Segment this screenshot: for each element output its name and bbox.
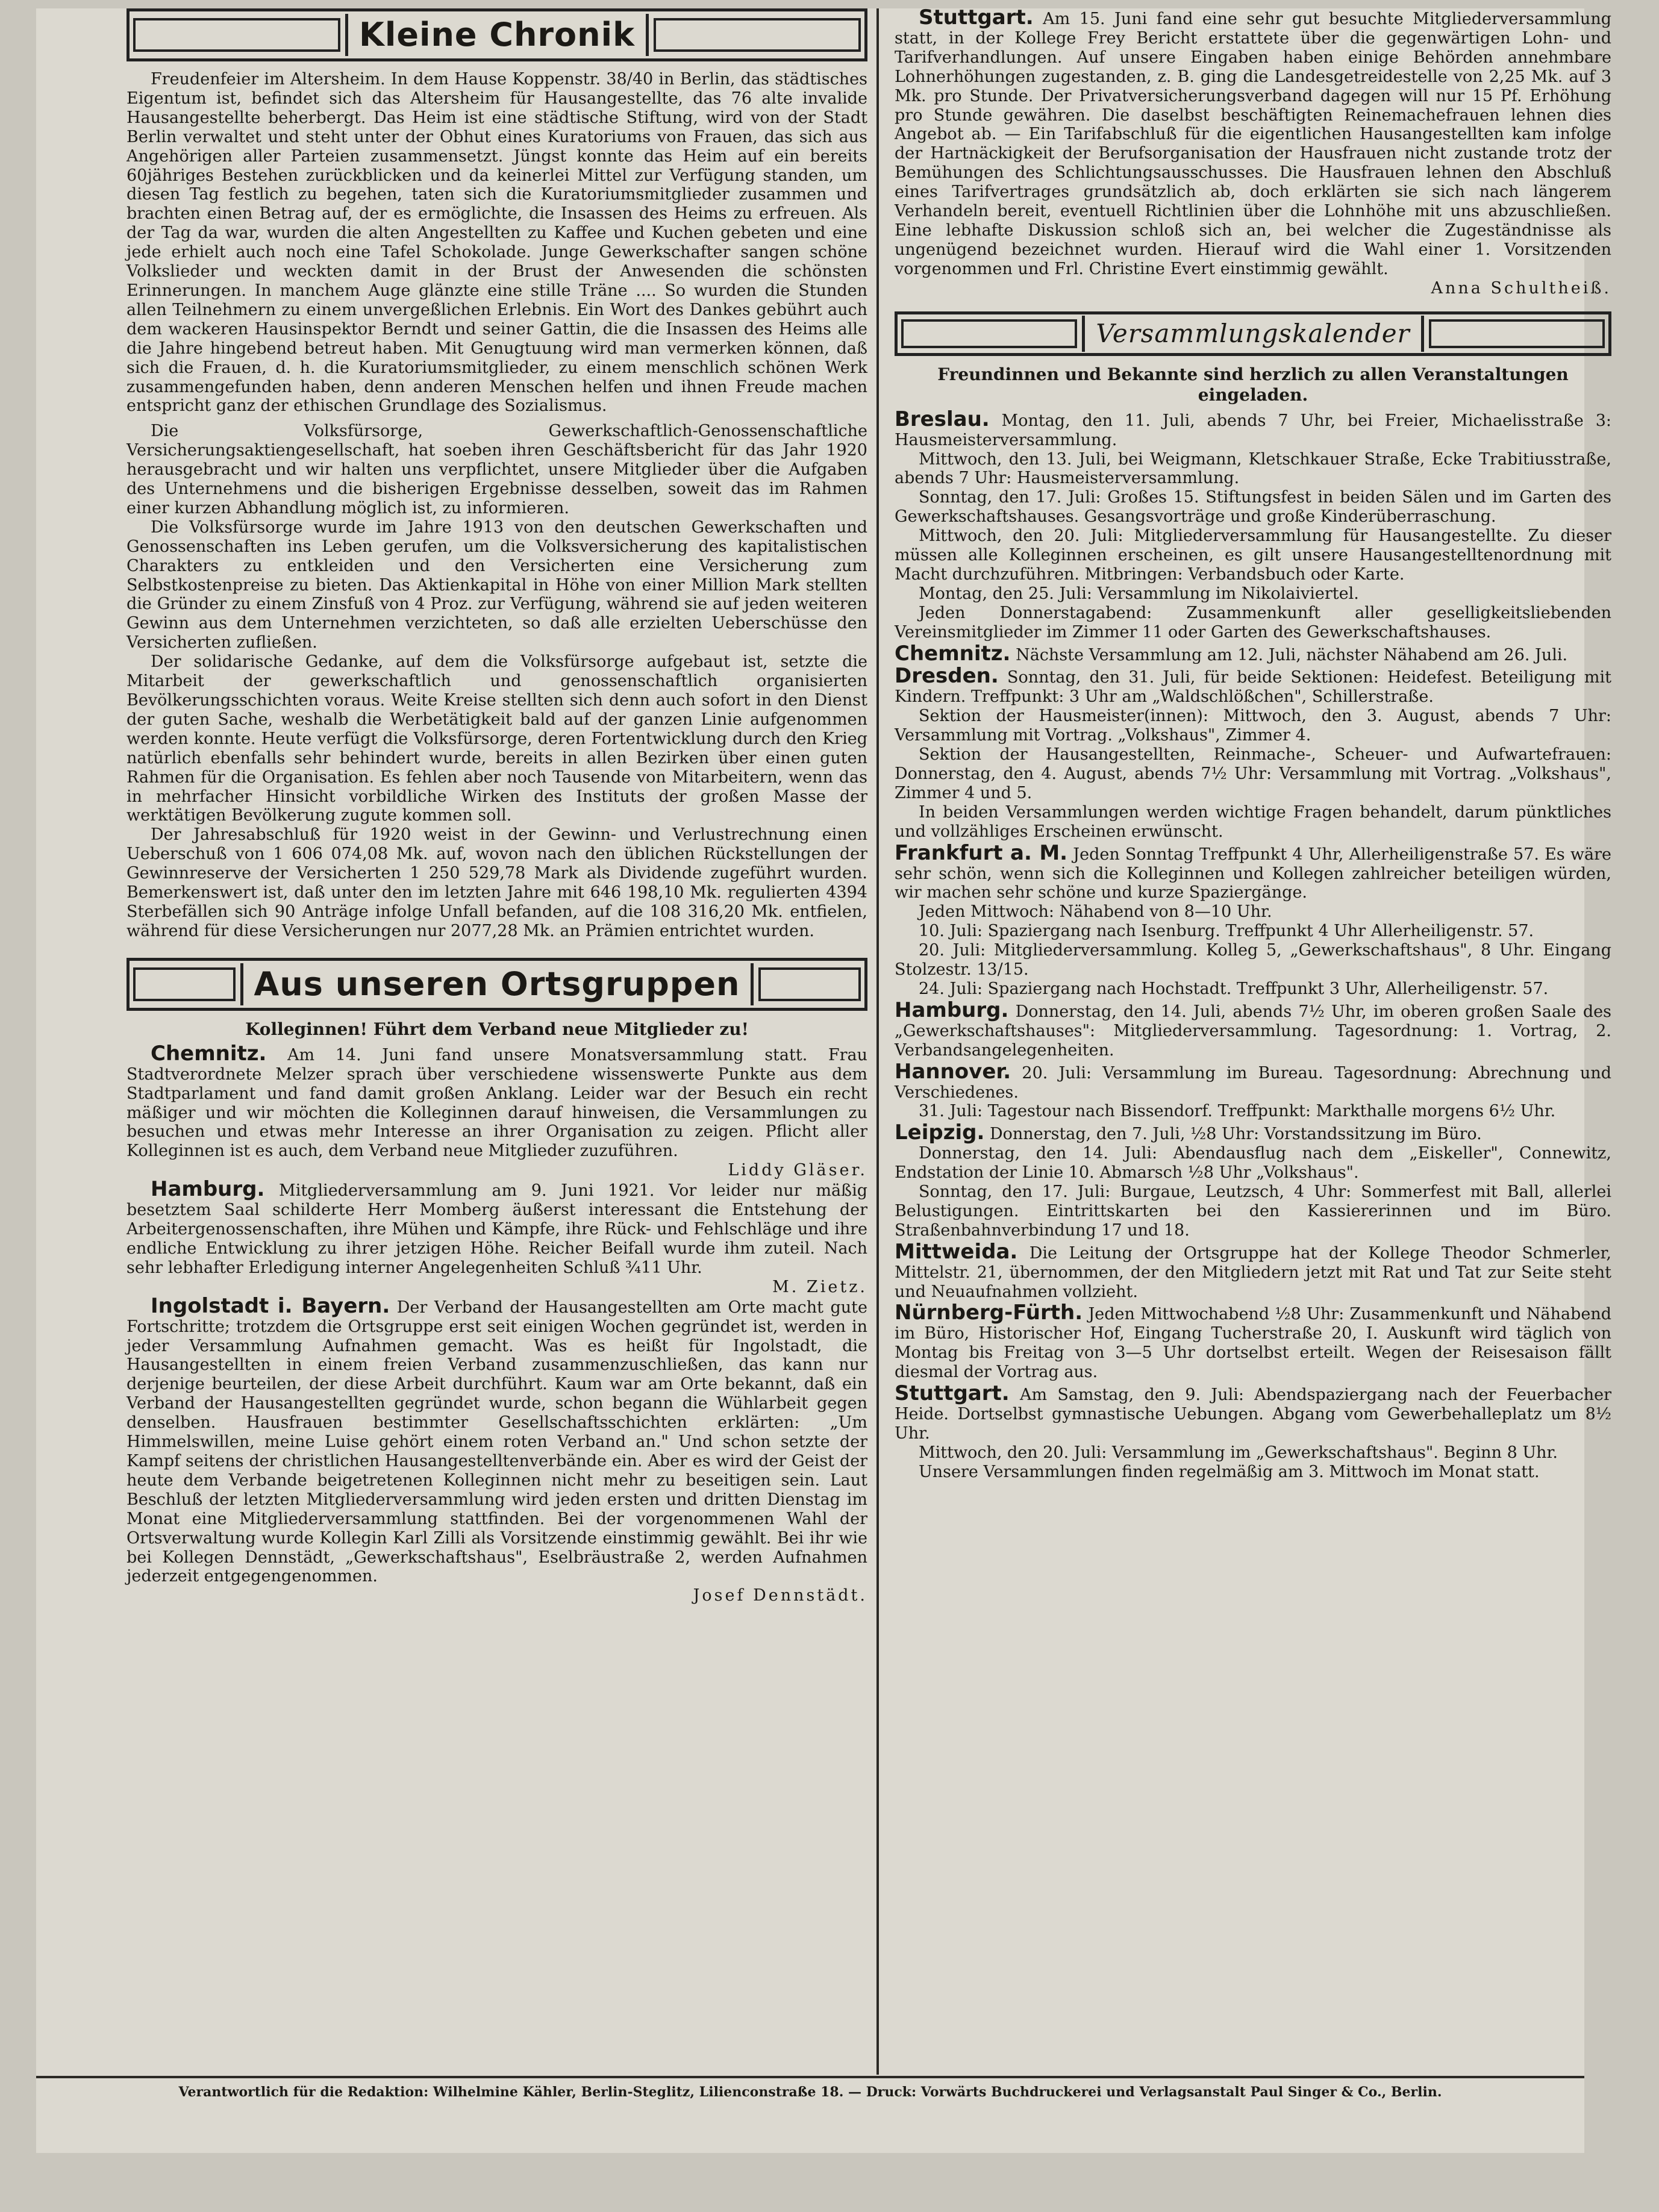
- kalender-text: Donnerstag, den 7. Juli, ½8 Uhr: Vorstandssitzung im Büro.: [990, 1125, 1482, 1144]
- report-text: Am 14. Juni fand unsere Monatsversammlung statt. Frau Stadtverordnete Melzer sprach über verschiedene wissenswerte Punkte aus dem Stadtparlament und fand damit großen Anklang. Leider war der Besuch ein recht mäßiger und wir möchten die Kolleginnen darauf hinweisen, die Versammlungen zu besuchen und etwas mehr Interesse an ihrer Organisation zu zeigen. Pflicht aller Kolleginnen ist es auch, dem Verband neue Mitglieder zuzuführen.: [127, 1045, 867, 1161]
- kalender-line: [895, 941, 1611, 979]
- city-name: Hamburg.: [895, 998, 1009, 1022]
- city-name: Ingolstadt i. Bayern.: [151, 1293, 390, 1318]
- kalender-line: [895, 1301, 1611, 1382]
- kalender-entry: [895, 998, 1611, 1060]
- kalender-text: Sonntag, den 31. Juli, für beide Sektionen: Heidefest. Beteiligung mit Kindern. Treffpunkt: 3 Uhr am „Waldschlößchen", Schillerstraße.: [895, 668, 1611, 707]
- kalender-text: Sektion der Hausangestellten, Reinmache-, Scheuer- und Aufwartefrauen: Donnerstag, den 4. August, abends 7½ Uhr: Versammlung mit Vortrag. „Volkshaus", Zimmer 4 und 5.: [895, 745, 1611, 802]
- kalender-text: Mittwoch, den 20. Juli: Versammlung im „Gewerkschaftshaus". Beginn 8 Uhr.: [919, 1443, 1558, 1462]
- kalender-text: Sonntag, den 17. Juli: Burgaue, Leutzsch, 4 Uhr: Sommerfest mit Ball, allerlei Belustigungen. Eintrittskarten bei den Kassiererinnen und im Büro. Straßenbahnverbindung 17 und 18.: [895, 1183, 1611, 1240]
- kalender-line: [895, 1443, 1611, 1463]
- ortsgruppen-title: Aus unseren Ortsgruppen: [240, 963, 754, 1005]
- header-ornament: [133, 967, 236, 1001]
- left-column: [127, 8, 867, 1605]
- kalender-line: [895, 902, 1611, 922]
- kalender-title: Versammlungskalender: [1082, 316, 1423, 352]
- kalender-text: Jeden Mittwochabend ½8 Uhr: Zusammenkunft und Nähabend im Büro, Historischer Hof, Eingang Tucherstraße 20, I. Auskunft wird täglich von Montag bis Freitag von 3—5 Uhr dortselbst erteilt. Wegen der Reisesaison fällt diesmal der Vortrag aus.: [895, 1305, 1611, 1382]
- kalender-call: Freundinnen und Bekannte sind herzlich zu allen Veranstaltungen eingeladen.: [937, 364, 1569, 405]
- header-ornament: [1429, 319, 1605, 348]
- kalender-line: [895, 664, 1611, 707]
- kalender-line: [895, 803, 1611, 842]
- kalender-text: 31. Juli: Tagestour nach Bissendorf. Treffpunkt: Markthalle morgens 6½ Uhr.: [919, 1102, 1556, 1121]
- kalender-text: Donnerstag, den 14. Juli, abends 7½ Uhr, im oberen großen Saale des „Gewerkschaftshauses": Mitgliederversammlung. Tagesordnung: 1. Vortrag, 2. Verbandsangelegenheiten.: [895, 1002, 1611, 1060]
- header-ornament: [654, 18, 861, 52]
- header-ornament: [758, 967, 861, 1001]
- signature: Anna Schultheiß.: [1431, 278, 1611, 298]
- kalender-text: Unsere Versammlungen finden regelmäßig am 3. Mittwoch im Monat statt.: [919, 1462, 1540, 1481]
- report-stuttgart: [895, 5, 1611, 279]
- city-name: Mittweida.: [895, 1239, 1018, 1264]
- city-name: Leipzig.: [895, 1120, 985, 1145]
- kalender-text: Jeden Sonntag Treffpunkt 4 Uhr, Allerheiligenstraße 57. Es wäre sehr schön, wenn sich die Kolleginnen und Kollegen zahlreicher beteiligen würden, wir machen sehr schöne und kurze Spaziergänge.: [895, 845, 1611, 902]
- kalender-entry: [895, 407, 1611, 642]
- city-name: Hamburg.: [151, 1177, 265, 1202]
- kalender-text: Die Leitung der Ortsgruppe hat der Kollege Theodor Schmerler, Mittelstr. 21, übernommen, der den Mitgliedern jetzt mit Rat und Tat zur Seite steht und Neuaufnahmen vollzieht.: [895, 1243, 1611, 1301]
- chronik-paragraph-3: Die Volksfürsorge wurde im Jahre 1913 von den deutschen Gewerkschaften und Genossenschaften ins Leben gerufen, um die Volksversicherung des kapitalistischen Charakters zu entkleiden und den Versicherten eine Versicherung zum Selbstkostenpreise zu bieten. Das Aktienkapital in Höhe von einer Million Mark stellten die Gründer zu einem Zinsfuß von 4 Proz. zur Verfügung, während sie auf jeden weiteren Gewinn aus dem Unternehmen verzichteten, so daß alle erzielten Ueberschüsse den Versicherten zufließen.: [127, 517, 867, 652]
- kalender-line: [895, 922, 1611, 941]
- ortsgruppen-call: Kolleginnen! Führt dem Verband neue Mitglieder zu!: [245, 1019, 749, 1039]
- kalender-text: Sonntag, den 17. Juli: Großes 15. Stiftungsfest in beiden Sälen und im Garten des Gewerkschaftshauses. Gesangsvorträge und große Kinderüberraschung.: [895, 488, 1611, 526]
- kalender-line: [895, 745, 1611, 803]
- kalender-text: Mittwoch, den 13. Juli, bei Weigmann, Kletschkauer Straße, Ecke Trabitiusstraße, abends 7 Uhr: Hausmeisterversammlung.: [895, 449, 1611, 488]
- kalender-text: Montag, den 11. Juli, abends 7 Uhr, bei Freier, Michaelisstraße 3: Hausmeisterversammlung.: [895, 411, 1611, 449]
- kalender-line: [895, 488, 1611, 526]
- right-column: [895, 5, 1611, 1484]
- newspaper-page: [36, 5, 1611, 2153]
- city-name: Hannover.: [895, 1059, 1011, 1084]
- kalender-text: In beiden Versammlungen werden wichtige Fragen behandelt, darum pünktliches und vollzähliges Erscheinen erwünscht.: [895, 802, 1611, 841]
- city-name: Frankfurt a. M.: [895, 840, 1068, 865]
- kalender-text: Jeden Donnerstagabend: Zusammenkunft aller geselligkeitsliebenden Vereinsmitglieder im Zimmer 11 oder Garten des Gewerkschaftshauses.: [895, 603, 1611, 642]
- kalender-text: Nächste Versammlung am 12. Juli, nächster Nähabend am 26. Juli.: [1016, 645, 1568, 664]
- city-name: Breslau.: [895, 407, 990, 431]
- city-name: Dresden.: [895, 664, 999, 689]
- kalender-line: [895, 1102, 1611, 1121]
- report-text: Am 15. Juni fand eine sehr gut besuchte Mitgliederversammlung statt, in der Kollege Frey Bericht erstattete über die gegenwärtigen Lohn- und Tarifverhandlungen. Auf unsere Eingaben haben einige Behörden annehmbare Lohnerhöhungen zugestanden, z. B. ging die Landesgetreidestelle von 2,25 Mk. auf 3 Mk. pro Stunde. Der Privatversicherungsverband dagegen will nur 15 Pf. Erhöhung pro Stunde gewähren. Die daselbst beschäftigten Reinemachefrauen lehnen dies Angebot ab. — Ein Tarifabschluß für die eigentlichen Hausangestellten kam infolge der Hartnäckigkeit der Berufsorganisation der Hausfrauen nicht zustande trotz der Bemühungen des Schlichtungsausschusses. Die Hausfrauen lehnen den Abschluß eines Tarifvertrages grundsätzlich ab, doch erklärten sie sich nach längerem Verhandeln bereit, eventuell Richtlinien über die Lohnhöhe mit uns abzuschließen. Eine lebhafte Diskussion schloß sich an, bei welcher die Zugeständnisse als ungenügend bezeichnet wurden. Hierauf wird die Wahl einer 1. Vorsitzenden vorgenommen und Frl. Christine Evert einstimmig gewählt.: [895, 10, 1611, 278]
- kalender-line: [895, 1463, 1611, 1482]
- kalender-line: [895, 1120, 1611, 1145]
- chronik-paragraph-5: Der Jahresabschluß für 1920 weist in der Gewinn- und Verlustrechnung einen Ueberschuß von 1 606 074,08 Mk. auf, wovon nach den üblichen Rückstellungen der Gewinnreserve der Versicherten 1 250 529,78 Mark als Dividende zugeführt wurden. Bemerkenswert ist, daß unter den im letzten Jahre mit 646 198,10 Mk. regulierten 4394 Sterbefällen sich 90 Anträge infolge Unfall befanden, auf die 108 316,20 Mk. entfielen, während für diese Versicherungen nur 2077,28 Mk. an Prämien entrichtet wurden.: [127, 825, 867, 940]
- signature: Josef Dennstädt.: [693, 1586, 867, 1605]
- kalender-line: [895, 584, 1611, 604]
- kalender-entry: [895, 1381, 1611, 1482]
- kalender-text: 10. Juli: Spaziergang nach Isenburg. Treffpunkt 4 Uhr Allerheiligenstr. 57.: [919, 922, 1534, 941]
- kalender-entry: [895, 1059, 1611, 1122]
- chronik-paragraph-2: Die Volksfürsorge, Gewerkschaftlich-Genossenschaftliche Versicherungsaktiengesellschaft, hat soeben ihren Geschäftsbericht für das Jahr 1920 herausgebracht und wir halten uns verpflichtet, unsere Mitglieder über die Aufgaben des Unternehmens und die bisherigen Ergebnisse desselben, soweit das im Rahmen einer kurzen Abhandlung möglich ist, zu informieren.: [127, 422, 867, 517]
- kalender-line: [895, 450, 1611, 489]
- kalender-line: [895, 604, 1611, 642]
- kalender-line: [895, 979, 1611, 999]
- kalender-text: Donnerstag, den 14. Juli: Abendausflug nach dem „Eiskeller", Connewitz, Endstation der Linie 10. Abmarsch ½8 Uhr „Volkshaus".: [895, 1144, 1611, 1183]
- report-text: Mitgliederversammlung am 9. Juni 1921. Vor leider nur mäßig besetztem Saal schilderte Herr Momberg äußerst interessant die Entstehung der Arbeitergenossenschaften, ihre Mühen und Kämpfe, ihre Rück- und Fehlschläge und ihre endliche Entwicklung zu ihrer jetzigen Höhe. Reicher Beifall wurde ihm zuteil. Nach sehr lebhafter Erledigung interner Angelegenheiten Schluß ¾11 Uhr.: [127, 1181, 867, 1277]
- city-name: Chemnitz.: [895, 641, 1011, 666]
- signature: M. Zietz.: [772, 1277, 867, 1296]
- header-ornament: [133, 18, 340, 52]
- kalender-entry: [895, 840, 1611, 999]
- chronik-paragraph-1: Freudenfeier im Altersheim. In dem Hause Koppenstr. 38/40 in Berlin, das städtisches Eigentum ist, befindet sich das Altersheim für Hausangestellte, das 76 alte invalide Hausangestellte beherbergt. Das Heim ist eine städtische Stiftung, wird von der Stadt Berlin verwaltet und steht unter der Obhut eines Kuratoriums von Frauen, das sich aus Angehörigen aller Parteien zusammensetzt. Jüngst konnte das Heim auf ein bereits 60jähriges Bestehen zurückblicken und da keinerlei Mittel zur Verfügung standen, um diesen Tag festlich zu begehen, taten sich die Kuratoriumsmitglieder zusammen und brachten einen Betrag auf, der es ermöglichte, die Insassen des Heims zu erfreuen. Als der Tag da war, wurden die alten Angestellten zu Kaffee und Kuchen gebeten und eine jede erhielt auch noch eine Tafel Schokolade. Junge Gewerkschafter sangen schöne Volkslieder und weckten damit in der Brust der Anwesenden die schönsten Erinnerungen. In manchem Auge glänzte eine stille Träne .... So wurden die Stunden allen Teilnehmern zu einem unvergeßlichen Erlebnis. Ein Wort des Dankes gebührt auch dem wackeren Hausinspektor Berndt und seiner Gattin, die die Insassen des Heims alle die Jahre hingebend betreut haben. Mit Genugtuung wird man vermerken können, daß sich die Frauen, d. h. die Kuratoriumsmitglieder, zu einem menschlich schönen Werk zusammengefunden haben, denn anderen Menschen helfen und ihnen Freude machen entspricht ganz der ethischen Grundlage des Sozialismus.: [127, 70, 867, 416]
- kalender-entry: [895, 1301, 1611, 1382]
- kalender-entry: [895, 664, 1611, 841]
- chronik-title: Kleine Chronik: [345, 14, 649, 56]
- kalender-line: [895, 1144, 1611, 1183]
- kalender-line: [895, 641, 1611, 666]
- kalender-entry: [895, 641, 1611, 666]
- report-hamburg: [127, 1177, 867, 1278]
- header-ornament: [901, 319, 1077, 348]
- city-name: Stuttgart.: [895, 1381, 1010, 1406]
- column-divider: [876, 8, 879, 2075]
- kalender-line: [895, 1183, 1611, 1240]
- kalender-text: Jeden Mittwoch: Nähabend von 8—10 Uhr.: [919, 902, 1272, 922]
- kalender-line: [895, 840, 1611, 903]
- kalender-text: 24. Juli: Spaziergang nach Hochstadt. Treffpunkt 3 Uhr, Allerheiligenstr. 57.: [919, 979, 1549, 998]
- kalender-line: [895, 707, 1611, 745]
- kalender-text: Sektion der Hausmeister(innen): Mittwoch, den 3. August, abends 7 Uhr: Versammlung mit Vortrag. „Volkshaus", Zimmer 4.: [895, 707, 1611, 745]
- report-chemnitz: [127, 1041, 867, 1161]
- kalender-list: [895, 407, 1611, 1482]
- kalender-line: [895, 526, 1611, 584]
- chronik-header: [127, 8, 867, 61]
- kalender-line: [895, 1059, 1611, 1102]
- kalender-text: 20. Juli: Mitgliederversammlung. Kolleg 5, „Gewerkschaftshaus", 8 Uhr. Eingang Stolzestr. 13/15.: [895, 941, 1611, 979]
- imprint-footer: Verantwortlich für die Redaktion: Wilhelmine Kähler, Berlin-Steglitz, Lilienconstraße 18. — Druck: Vorwärts Buchdruckerei und Verlagsanstalt Paul Singer & Co., Berlin.: [36, 2076, 1584, 2100]
- report-ingolstadt: [127, 1293, 867, 1587]
- kalender-text: 20. Juli: Versammlung im Bureau. Tagesordnung: Abrechnung und Verschiedenes.: [895, 1063, 1611, 1102]
- kalender-text: Mittwoch, den 20. Juli: Mitgliederversammlung für Hausangestellte. Zu dieser müssen alle Kolleginnen erscheinen, es gilt unsere Hausangestelltenordnung mit Macht durchzuführen. Mitbringen: Verbandsbuch oder Karte.: [895, 526, 1611, 584]
- kalender-entry: [895, 1120, 1611, 1240]
- chronik-paragraph-4: Der solidarische Gedanke, auf dem die Volksfürsorge aufgebaut ist, setzte die Mitarbeit der gewerkschaftlich und genossenschaftlich organisierten Bevölkerungsschichten voraus. Weite Kreise stellten sich denn auch sofort in den Dienst der guten Sache, weshalb die Werbetätigkeit bald auf der ganzen Linie aufgenommen werden konnte. Heute verfügt die Volksfürsorge, deren Fortentwicklung durch den Krieg natürlich ebenfalls sehr behindert wurde, bereits in allen Bezirken über einen guten Rahmen für die Organisation. Es fehlen aber noch Tausende von Mitarbeitern, wenn das in mehrfacher Hinsicht vorbildliche Wirken des Instituts der großen Masse der werktätigen Bevölkerung zugute kommen soll.: [127, 652, 867, 825]
- ortsgruppen-header: [127, 958, 867, 1011]
- city-name: Chemnitz.: [151, 1041, 267, 1066]
- kalender-text: Am Samstag, den 9. Juli: Abendspaziergang nach der Feuerbacher Heide. Dortselbst gymnastische Uebungen. Abgang vom Gewerbehalleplatz um 8½ Uhr.: [895, 1386, 1611, 1443]
- signature: Liddy Gläser.: [728, 1161, 867, 1180]
- kalender-line: [895, 998, 1611, 1060]
- kalender-line: [895, 407, 1611, 450]
- kalender-text: Montag, den 25. Juli: Versammlung im Nikolaiviertel.: [919, 584, 1359, 603]
- city-name: Stuttgart.: [919, 5, 1034, 30]
- city-name: Nürnberg-Fürth.: [895, 1301, 1083, 1325]
- kalender-header: [895, 311, 1611, 356]
- kalender-entry: [895, 1239, 1611, 1302]
- report-text: Der Verband der Hausangestellten am Orte macht gute Fortschritte; trotzdem die Ortsgruppe erst seit einigen Wochen gegründet ist, werden in jeder Versammlung Aufnahmen gemacht. Was es heißt für Ingolstadt, die Hausangestellten in einem freien Verband zusammenzuschließen, das kann nur derjenige beurteilen, der diese Arbeit durchführt. Kaum war am Orte bekannt, daß ein Verband der Hausangestellten gegründet wurde, schon begann die Wühlarbeit gegen denselben. Hausfrauen bestimmter Gesellschaftsschichten erklärten: „Um Himmelswillen, meine Luise gehört einem roten Verband an." Und schon setzte der Kampf seitens der christlichen Hausangestelltenverbände ein. Aber es wird der Geist der heute dem Verbande beigetretenen Kolleginnen nicht mehr zu beseitigen sein. Laut Beschluß der letzten Mitgliederversammlung wird jeden ersten und dritten Dienstag im Monat eine Mitgliederversammlung stattfinden. Bei der vorgenommenen Wahl der Ortsverwaltung wurde Kollegin Karl Zilli als Vorsitzende einstimmig gewählt. Bei ihr wie bei Kollegen Dennstädt, „Gewerkschaftshaus", Eselbräustraße 2, werden Aufnahmen jederzeit entgegengenommen.: [127, 1298, 867, 1586]
- kalender-line: [895, 1381, 1611, 1443]
- kalender-line: [895, 1239, 1611, 1302]
